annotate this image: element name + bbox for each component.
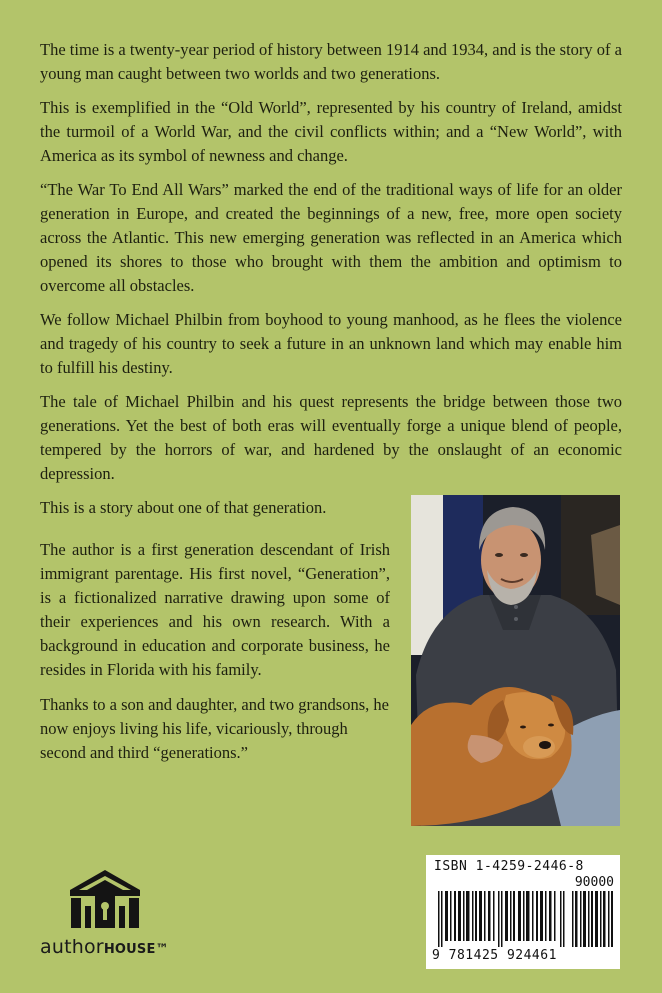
authorhouse-logo-icon [65, 866, 145, 930]
bio-paragraph: Thanks to a son and daughter, and two grandsons, he now enjoys living his life, vicariously, through second and third “generations.” [40, 695, 389, 762]
price-code: 90000 [574, 875, 614, 890]
publisher-name [40, 936, 169, 958]
synopsis-text [40, 38, 622, 530]
ean-bars [438, 891, 568, 947]
bio-paragraph: The author is a first generation descendant of Irish immigrant parentage. His first novel, “Generation”, is a fictionalized narrative drawing upon some of their experiences and his own research. With a background in education and corporate business, he resides in Florida with his family. [40, 540, 390, 679]
isbn-label: ISBN 1-4259-2446-8 [434, 859, 584, 874]
author-photo [411, 495, 620, 826]
trademark-mark: ™ [155, 942, 169, 957]
price-addon-bars [572, 891, 614, 947]
synopsis-paragraph: This is exemplified in the “Old World”, represented by his country of Ireland, amidst the turmoil of a World War, and the civil conflicts within; and a “New World”, with America as its symbol of newness and change. [40, 98, 622, 165]
synopsis-paragraph: “The War To End All Wars” marked the end of the traditional ways of life for an older generation in Europe, and created the beginnings of a new, free, more open society across the Atlantic. This new emerging generation was reflected in an America which opened its shores to those who brought with them the ambition and optimism to overcome all obstacles. [40, 180, 622, 295]
author-bio [40, 538, 390, 776]
synopsis-closing-line: This is a story about one of that generation. [40, 498, 327, 517]
synopsis-paragraph: We follow Michael Philbin from boyhood to young manhood, as he flees the violence and tragedy of his country to seek a future in an unknown land which may enable him to fulfill his destiny. [40, 310, 622, 377]
publisher-name-upper: HOUSE [103, 942, 156, 957]
author-photo-with-dog-icon [411, 495, 620, 826]
ean-digits: 9 781425 924461 [432, 948, 557, 963]
isbn-barcode [426, 855, 620, 969]
synopsis-paragraph: The time is a twenty-year period of history between 1914 and 1934, and is the story of a young man caught between two worlds and two generations. [40, 40, 622, 83]
publisher-logo [40, 866, 190, 962]
publisher-name-lower: author [40, 936, 104, 958]
synopsis-paragraph: The tale of Michael Philbin and his quest represents the bridge between those two generations. Yet the best of both eras will eventually forge a unique blend of people, tempered by the horrors of war, and hardened by the onslaught of an economic depression. [40, 392, 622, 483]
